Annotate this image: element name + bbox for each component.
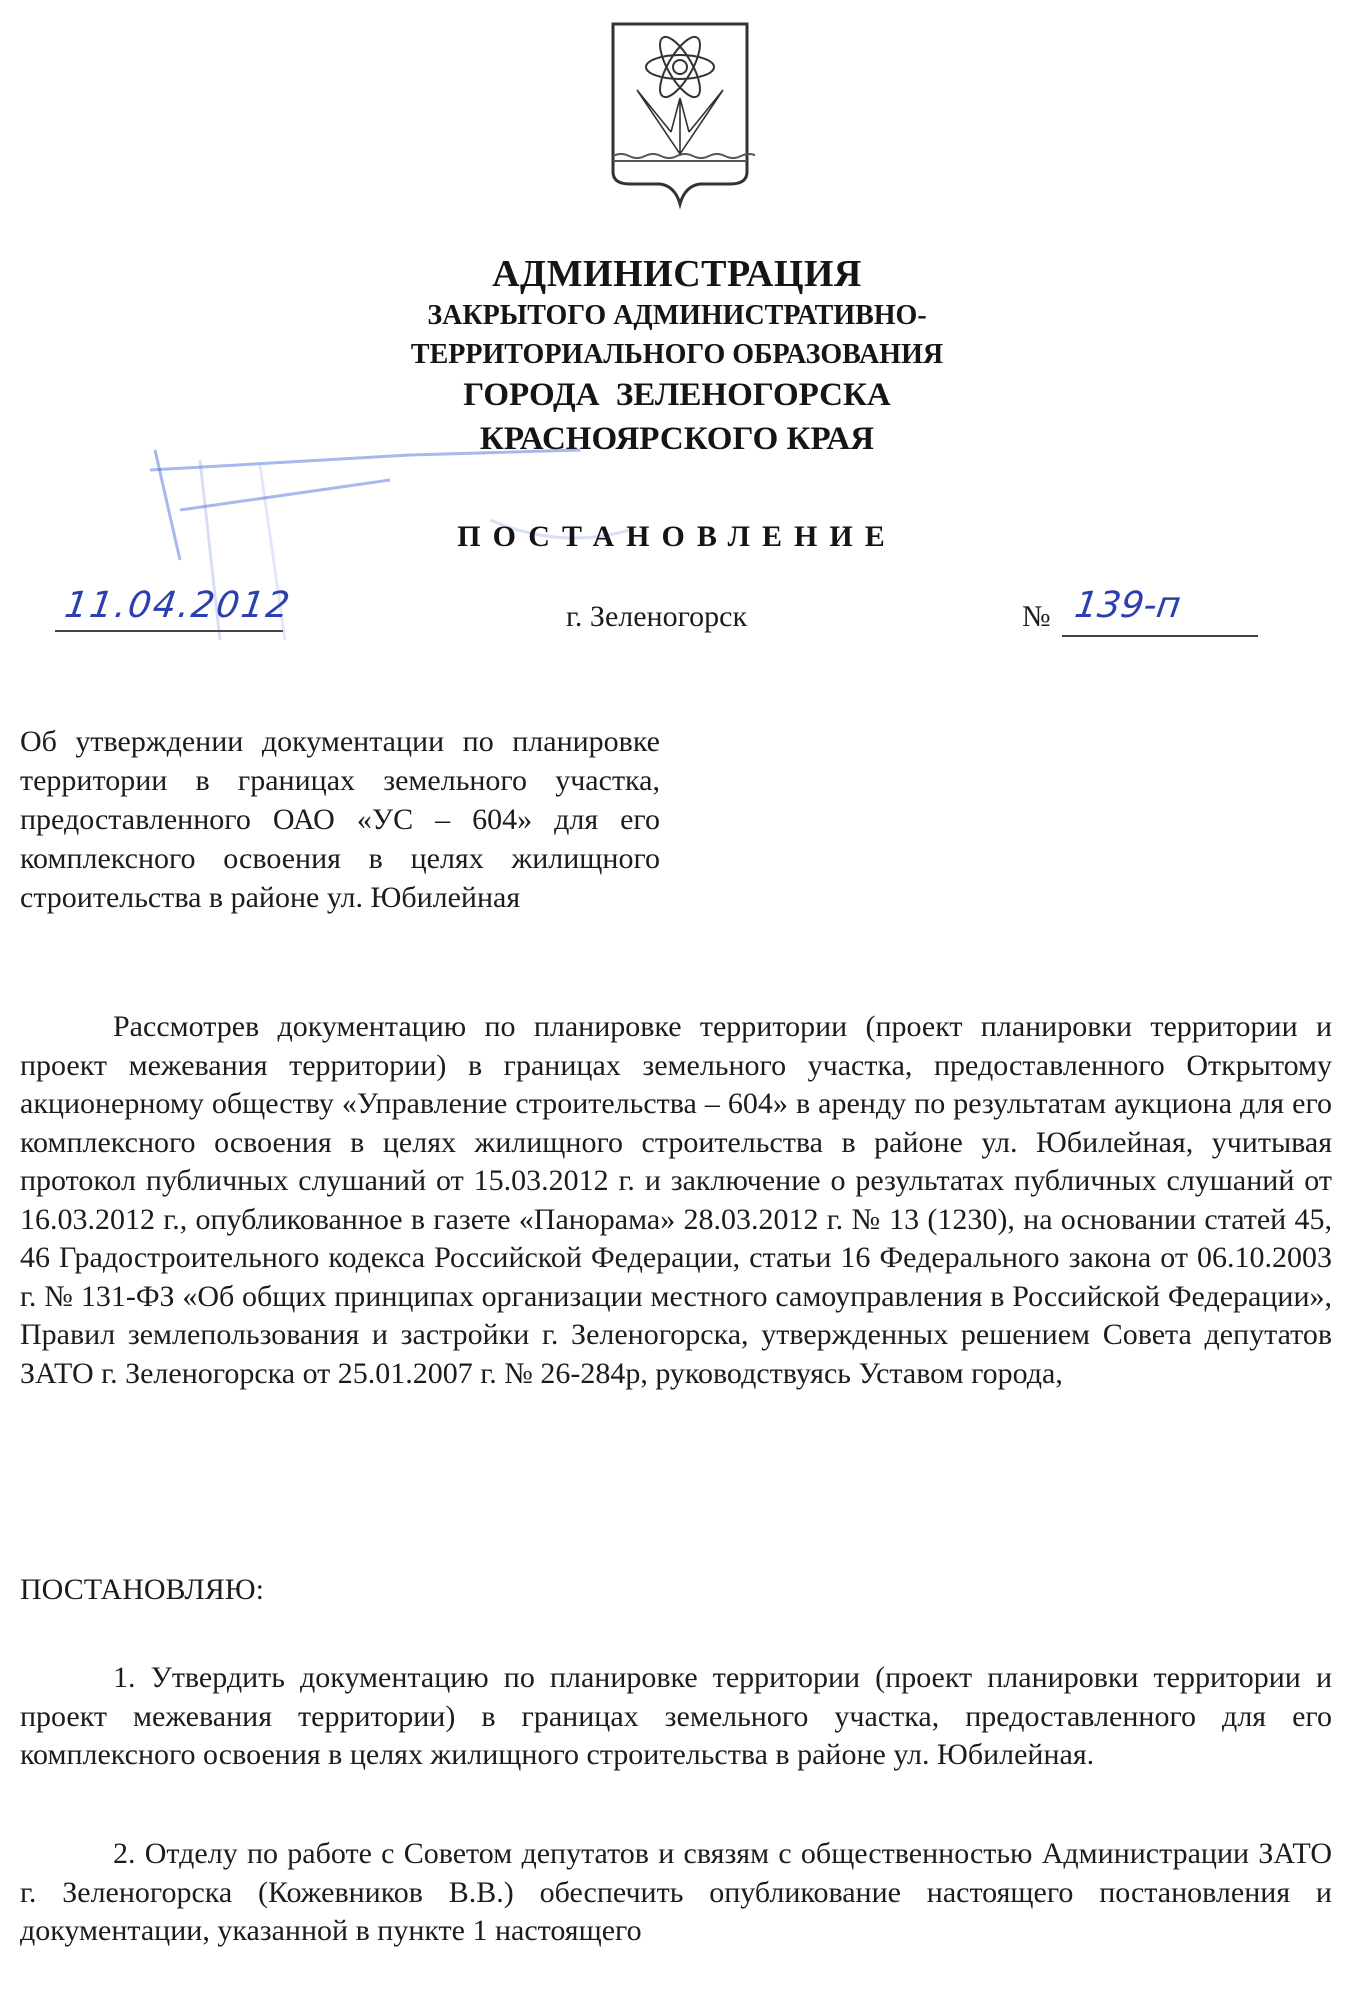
decree-heading: ПОСТАНОВЛЯЮ: [20,1573,264,1606]
coat-of-arms-emblem-icon [605,12,755,212]
admin-subtitle-line-2: ТЕРРИТОРИАЛЬНОГО ОБРАЗОВАНИЯ [410,339,944,370]
preamble-paragraph: Рассмотрев документацию по планировке территории (проект планировки территории и проект межевания территории) в границах земельного участка, предоставленного Открытому акционерному обществу «Управление строительства – 604» в аренду по результатам аукциона для его комплексного освоения в целях жилищного строительства в районе ул. Юбилейная, учитывая протокол публичных слушаний от 15.03.2012 г. и заключение о результатах публичных слушаний от 16.03.2012 г., опубликованное в газете «Панорама» 28.03.2012 г. № 13 (1230), на основании статей 45, 46 Градостроительного кодекса Российской Федерации, статьи 16 Федерального закона от 06.10.2003 г. № 131-ФЗ «Об общих принципах организации местного самоуправления в Российской Федерации», Правил землепользования и застройки г. Зеленогорска, утвержденных решением Совета депутатов ЗАТО г. Зеленогорска от 25.01.2007 г. № 26-284р, руководствуясь Уставом города, [20,1010,1332,1390]
document-type: ПОСТАНОВЛЕНИЕ [457,520,897,553]
decree-item-2: 2. Отделу по работе с Советом депутатов и связям с общественностью Администрации ЗАТО г. Зеленогорска (Кожевников В.В.) обеспечить опубликование настоящего постановления и документации, указанной в пункте 1 настоящего [20,1837,1332,1947]
number-label: № [1022,600,1051,633]
admin-subtitle-line-1: ЗАКРЫТОГО АДМИНИСТРАТИВНО- [427,300,927,331]
date-underline [55,630,283,632]
number-underline [1062,635,1258,637]
document-subject: Об утверждении документации по планировке территории в границах земельного участка, предоставленного ОАО «УС – 604» для его комплексного освоения в целях жилищного строительства в районе ул. Юбилейная [20,725,660,914]
decree-item-1: 1. Утвердить документацию по планировке территории (проект планировки территории и проект межевания территории) в границах земельного участка, предоставленного для его комплексного освоения в целях жилищного строительства в районе ул. Юбилейная. [20,1661,1332,1771]
handwritten-number: 139-п [1072,585,1184,626]
city-name: ГОРОДА ЗЕЛЕНОГОРСКА [463,377,891,413]
admin-title: АДМИНИСТРАЦИЯ [492,253,862,295]
issue-city: г. Зеленогорск [566,600,748,633]
region-name: КРАСНОЯРСКОГО КРАЯ [479,421,875,457]
handwritten-date: 11.04.2012 [62,585,295,626]
